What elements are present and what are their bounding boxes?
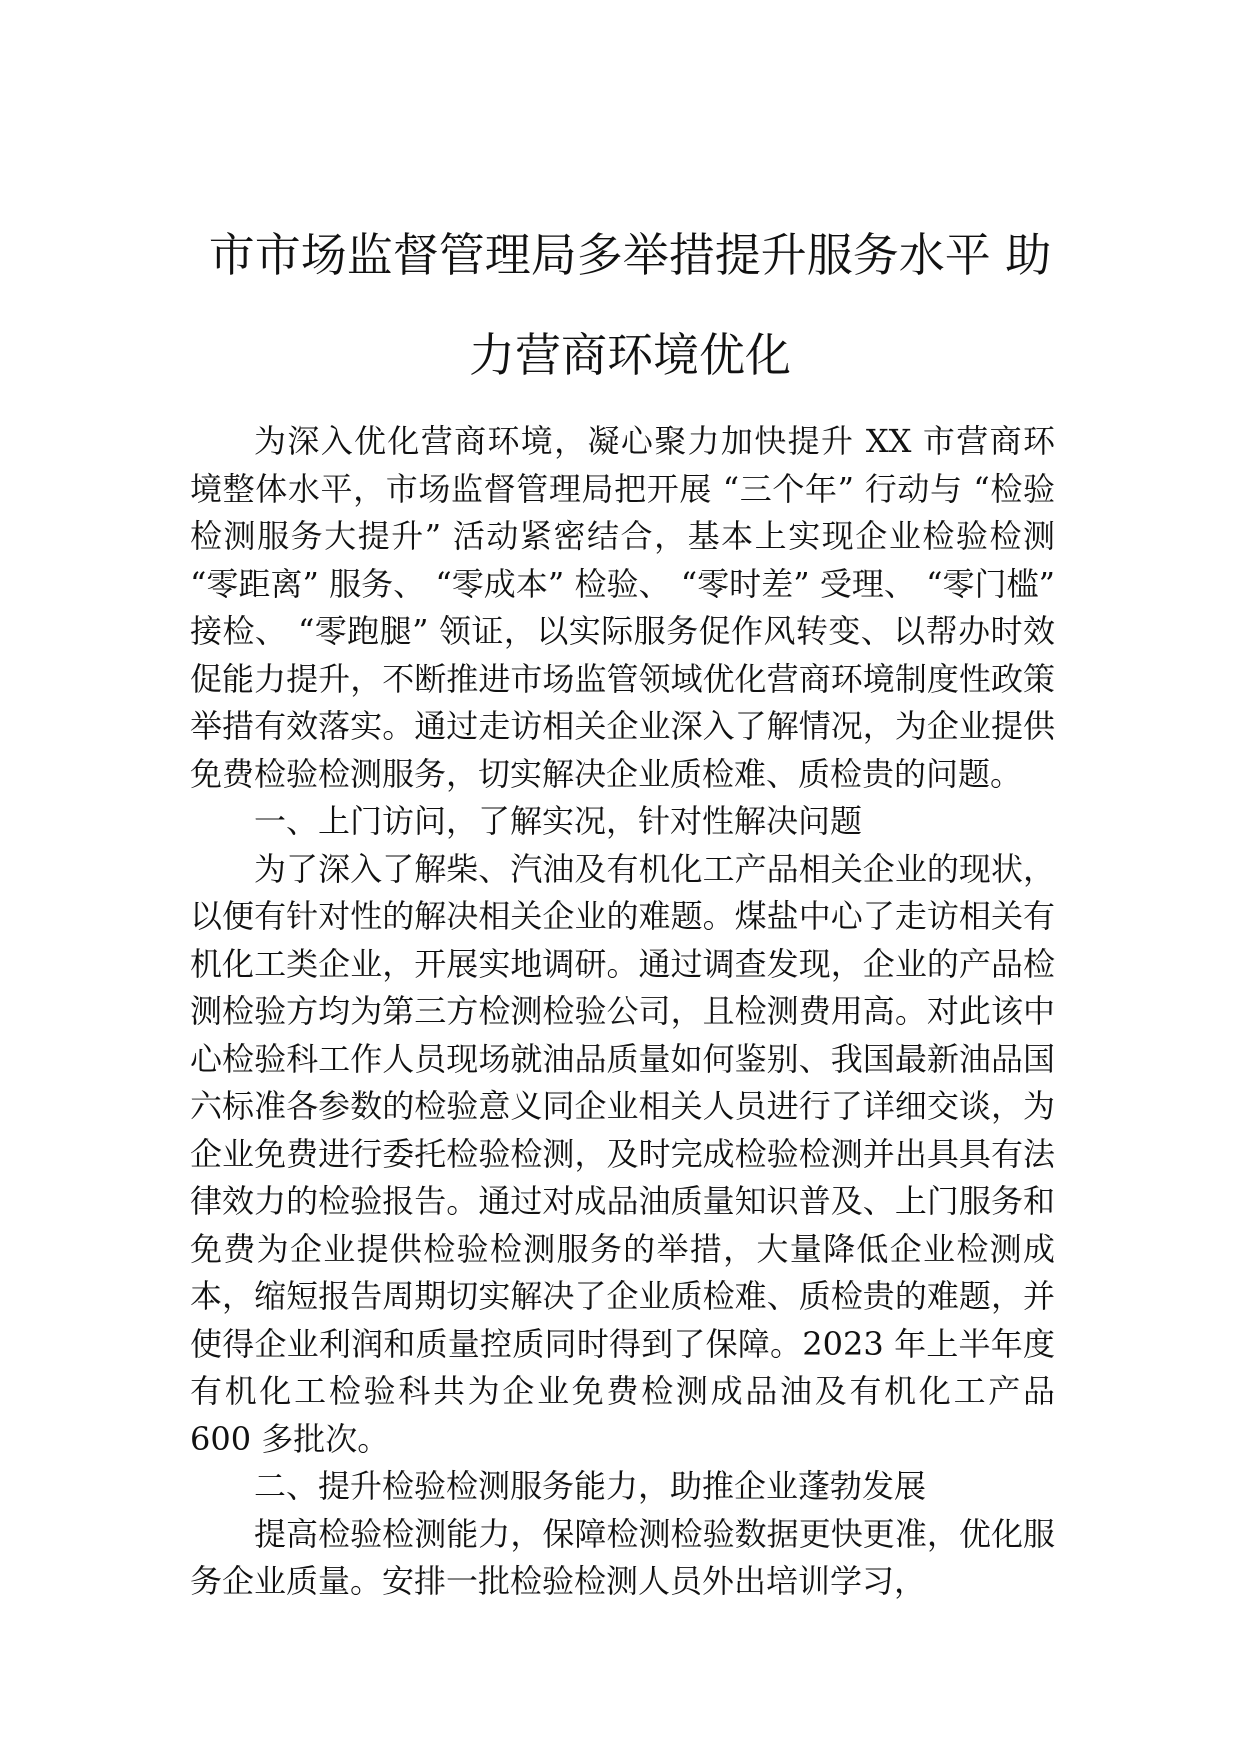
section-2-paragraph: 提高检验检测能力，保障检测检验数据更快更准，优化服务企业质量。安排一批检验检测人员外出培训学习，	[190, 1514, 1055, 1600]
section-heading-1: 一、上门访问，了解实况，针对性解决问题	[254, 802, 863, 840]
title-line-1: 市市场监督管理局多举措提升服务水平 助	[208, 228, 1052, 282]
document-title	[190, 205, 1070, 405]
document-body	[190, 418, 1055, 1606]
title-line-2: 力营商环境优化	[469, 328, 791, 382]
intro-paragraph: 为深入优化营商环境，凝心聚力加快提升 XX 市营商环境整体水平，市场监督管理局把开展 “三个年” 行动与 “检验检测服务大提升” 活动紧密结合，基本上实现企业检验检测 “零距离” 服务、 “零成本” 检验、 “零时差” 受理、 “零门槛” 接检、 “零跑腿” 领证，以实际服务促作风转变、以帮办时效促能力提升，不断推进市场监管领域优化营商环境制度性政策举措有效落实。通过走访相关企业深入了解情况，为企业提供免费检验检测服务，切实解决企业质检难、质检贵的问题。	[190, 422, 1055, 793]
section-1-paragraph: 为了深入了解柴、汽油及有机化工产品相关企业的现状，以便有针对性的解决相关企业的难题。煤盐中心了走访相关有机化工类企业，开展实地调研。通过调查发现，企业的产品检测检验方均为第三方检测检验公司，且检测费用高。对此该中心检验科工作人员现场就油品质量如何鉴别、我国最新油品国六标准各参数的检验意义同企业相关人员进行了详细交谈，为企业免费进行委托检验检测，及时完成检验检测并出具具有法律效力的检验报告。通过对成品油质量知识普及、上门服务和免费为企业提供检验检测服务的举措，大量降低企业检测成本，缩短报告周期切实解决了企业质检难、质检贵的难题，并使得企业利润和质量控质同时得到了保障。2023 年上半年度有机化工检验科共为企业免费检测成品油及有机化工产品 600 多批次。	[190, 849, 1055, 1458]
section-heading-2: 二、提升检验检测服务能力，助推企业蓬勃发展	[254, 1467, 927, 1505]
